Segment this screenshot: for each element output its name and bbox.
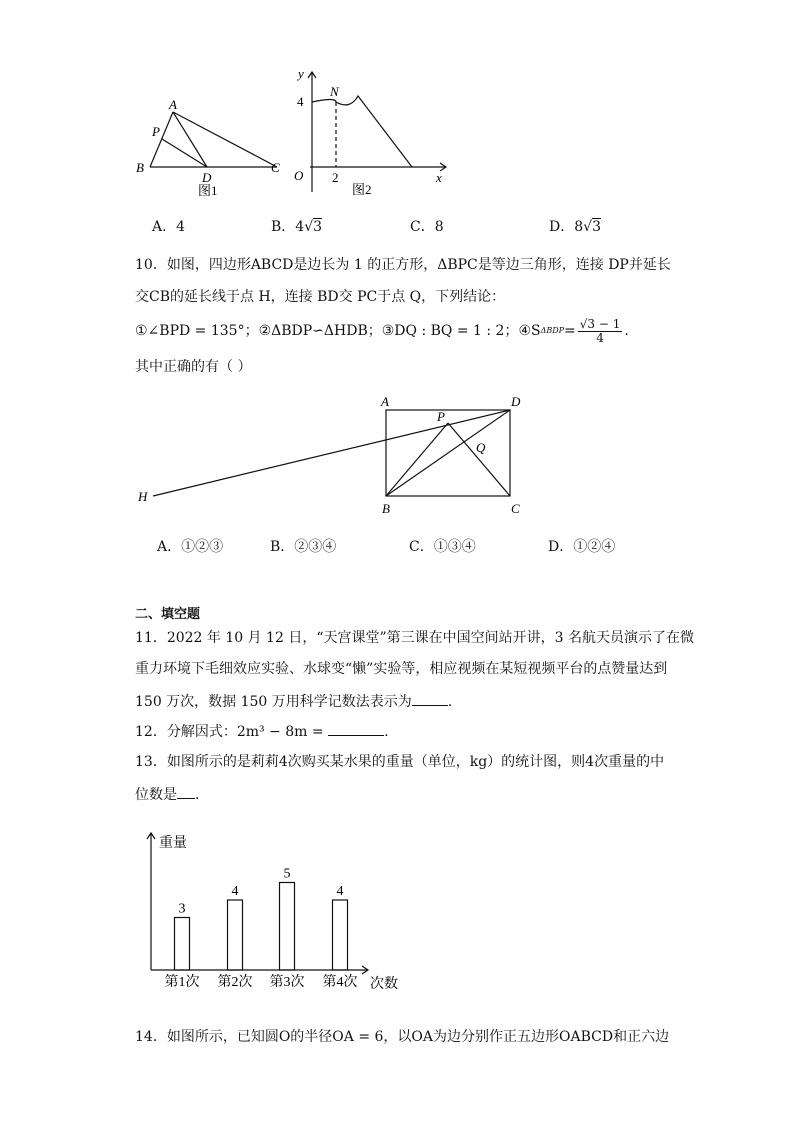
q9-option-b-value: 4 — [295, 219, 305, 235]
q10-conclusion-2: ②ΔBDP∽ΔHDB； — [258, 323, 382, 339]
q13-answer-blank[interactable] — [177, 784, 195, 799]
q10-fig-label-p: P — [437, 409, 445, 424]
q12-text: 12．分解因式：2m³ − 8m = — [135, 724, 329, 740]
q13-line-2-end: . — [195, 787, 200, 803]
fig2-caption: 图2 — [352, 182, 372, 197]
q10-conclusion-4-equals: = — [564, 323, 576, 339]
q10-fig-label-b: B — [382, 501, 390, 516]
q10-option-a-letter: A． — [157, 539, 182, 555]
x-tick-label-3: 第3次 — [269, 975, 305, 990]
q10-option-a[interactable] — [157, 536, 223, 556]
q10-option-d[interactable] — [548, 536, 615, 556]
q10-conclusion-4-subscript: ΔBDP — [540, 326, 565, 335]
q11-line-3 — [135, 691, 452, 712]
q13-line-2-text: 位数是 — [135, 787, 177, 803]
bar-data-label-1: 3 — [178, 901, 186, 917]
q9-option-c[interactable] — [410, 216, 444, 236]
q10-option-c-value: ①③④ — [433, 539, 476, 555]
chart-x-label: 次数 — [370, 977, 398, 992]
q10-line-1: 10．如图，四边形ABCD是边长为 1 的正方形，ΔBPC是等边三角形，连接 DP并延长 — [135, 257, 671, 273]
fraction-denominator: 4 — [596, 330, 604, 345]
q10-fig-label-a: A — [381, 394, 389, 409]
q10-option-c-letter: C． — [409, 539, 434, 555]
q11-line-3-end: . — [447, 694, 453, 710]
x-tick-label-4: 第4次 — [322, 975, 358, 990]
q12-end: . — [384, 724, 389, 740]
q9-option-a-value: 4 — [176, 219, 186, 235]
q9-option-d-value: 8 — [574, 219, 584, 235]
q10-fig-label-d: D — [511, 394, 521, 409]
q9-option-d[interactable] — [549, 216, 601, 236]
q10-option-b-letter: B． — [270, 539, 295, 555]
q10-option-d-letter: D． — [548, 539, 574, 555]
fig2-label-x: x — [436, 170, 442, 185]
q10-option-d-value: ①②④ — [573, 539, 616, 555]
bar-2 — [228, 900, 243, 970]
q10-conclusions — [135, 318, 629, 344]
q10-conclusion-4-fraction — [578, 318, 623, 345]
q11-line-3-text: 150 万次，数据 150 万用科学记数法表示为 — [135, 694, 412, 710]
chart-y-label: 重量 — [159, 836, 187, 851]
q9-option-d-radical: 3 — [592, 219, 601, 235]
fraction-numerator: √3 − 1 — [579, 316, 621, 331]
bar-3 — [280, 883, 295, 971]
q11-line-2: 重力环境下毛细效应实验、水球变“懒”实验等，相应视频在某短视频平台的点赞量达到 — [135, 661, 668, 677]
q9-option-b-radical: 3 — [313, 219, 323, 235]
fig1-label-b: B — [136, 160, 144, 175]
section-heading: 二、填空题 — [135, 607, 201, 622]
q11-line-1: 11．2022 年 10 月 12 日，“天宫课堂”第三课在中国空间站开讲，3 名航天员演示了在微 — [135, 630, 694, 646]
q9-option-a[interactable] — [152, 216, 185, 236]
q10-conclusion-4-end: . — [624, 323, 629, 339]
bar-data-label-3: 5 — [283, 866, 291, 882]
fig2-label-two: 2 — [332, 170, 339, 185]
fig1-label-d: D — [202, 170, 212, 185]
fig2-label-y: y — [298, 66, 304, 81]
q11-answer-blank[interactable] — [412, 691, 448, 706]
q12-line — [135, 721, 389, 742]
q13-line-2 — [135, 784, 199, 805]
figure-2 — [290, 62, 460, 202]
q10-fig-label-c: C — [511, 501, 520, 516]
sqrt-icon: √ — [304, 219, 314, 235]
bar-1 — [175, 918, 190, 971]
q10-option-c[interactable] — [409, 536, 476, 556]
q10-conclusion-1: ①∠BPD = 135°； — [135, 323, 259, 339]
fig2-label-four: 4 — [297, 94, 304, 109]
q10-fig-label-q: Q — [476, 440, 486, 455]
q9-option-c-value: 8 — [434, 219, 444, 235]
x-tick-label-2: 第2次 — [217, 975, 253, 990]
q10-fig-label-h: H — [138, 489, 148, 504]
sqrt-icon: √ — [583, 219, 593, 235]
fig1-label-a: A — [169, 97, 177, 112]
q10-option-b-value: ②③④ — [294, 539, 337, 555]
q9-option-b-letter: B． — [271, 219, 296, 235]
figure-q10 — [130, 390, 530, 520]
q12-answer-blank[interactable] — [328, 721, 384, 736]
q10-conclusion-4-prefix: ④S — [518, 323, 541, 339]
q13-line-1: 13．如图所示的是莉莉4次购买某水果的重量（单位，kg）的统计图，则4次重量的中 — [135, 754, 665, 770]
q9-option-c-letter: C． — [410, 219, 435, 235]
fig2-label-o: O — [294, 168, 304, 183]
bar-data-label-2: 4 — [231, 884, 239, 899]
bar-4 — [333, 900, 348, 970]
q10-option-a-value: ①②③ — [181, 539, 224, 555]
fig2-label-n: N — [330, 84, 339, 99]
bar-data-label-4: 4 — [336, 884, 344, 899]
fig1-label-c: C — [271, 160, 280, 175]
q9-option-a-letter: A． — [152, 219, 177, 235]
figure-1 — [130, 90, 290, 200]
x-tick-label-1: 第1次 — [164, 975, 200, 990]
q14-line-1: 14．如图所示，已知圆O的半径OA = 6，以OA为边分别作正五边形OABCD和正六边 — [135, 1029, 670, 1045]
bar-chart — [140, 825, 420, 1000]
q9-option-b[interactable] — [271, 216, 322, 236]
q10-line-2: 交CB的延长线于点 H，连接 BD交 PC于点 Q，下列结论： — [135, 289, 506, 305]
q10-line-4: 其中正确的有（ ） — [135, 359, 252, 375]
q10-conclusion-3: ③DQ : BQ = 1 : 2； — [381, 323, 519, 339]
q10-option-b[interactable] — [270, 536, 336, 556]
fig1-caption: 图1 — [198, 183, 218, 198]
q9-option-d-letter: D． — [549, 219, 575, 235]
fig1-label-p: P — [152, 124, 160, 139]
